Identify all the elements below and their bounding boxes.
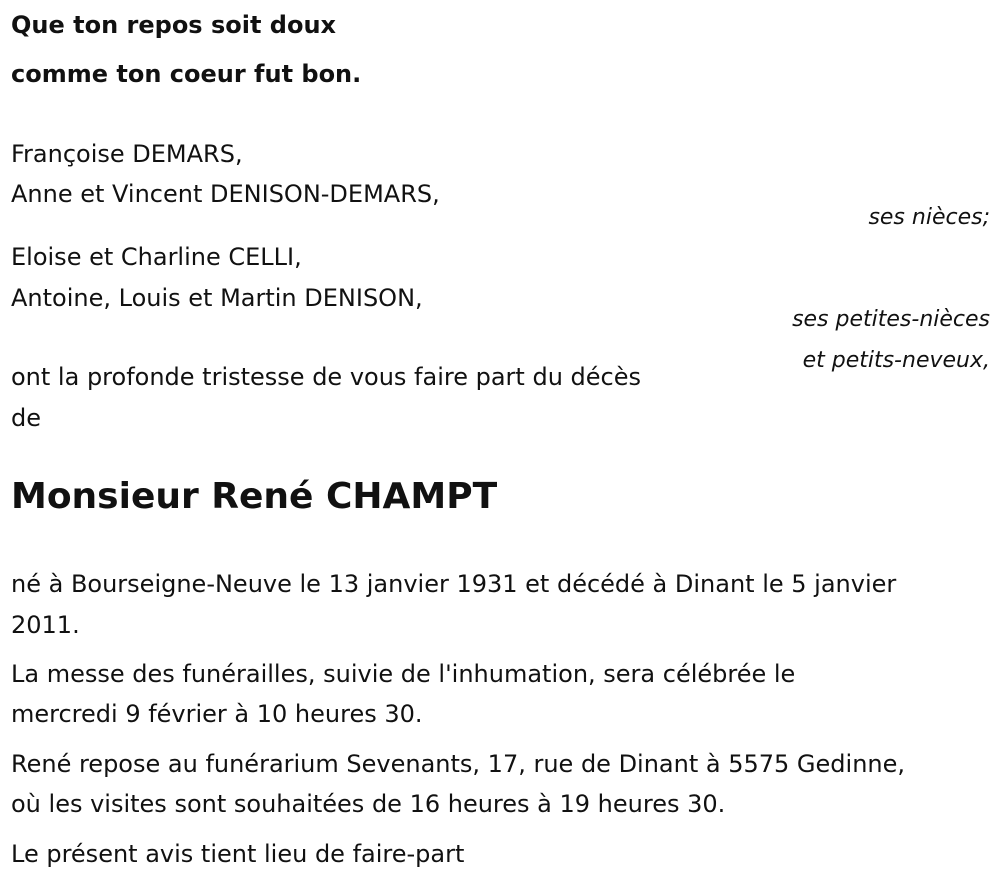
relation-grandnephews: et petits-neveux, [802,348,990,373]
rest-line-1: René repose au funérarium Sevenants, 17, rue de Dinant à 5575 Gedinne, [11,750,906,778]
relation-nieces: ses nièces; [868,205,990,230]
relation-grandnieces: ses petites-nièces [792,307,990,332]
funeral-line-2: mercredi 9 février à 10 heures 30. [11,700,423,728]
verse-line-2: comme ton coeur fut bon. [11,60,362,88]
family-name-4: Antoine, Louis et Martin DENISON, [11,284,423,312]
birth-death-line-1: né à Bourseigne-Neuve le 13 janvier 1931 et décédé à Dinant le 5 janvier [11,570,897,598]
rest-line-2: où les visites sont souhaitées de 16 heures à 19 heures 30. [11,790,726,818]
announcement-line-1: ont la profonde tristesse de vous faire part du décès [11,363,641,391]
announcement-line-2: de [11,404,41,432]
deceased-name: Monsieur René CHAMPT [11,476,498,517]
family-name-2: Anne et Vincent DENISON-DEMARS, [11,180,440,208]
family-name-1: Françoise DEMARS, [11,140,243,168]
funeral-line-1: La messe des funérailles, suivie de l'inhumation, sera célébrée le [11,660,796,688]
verse-line-1: Que ton repos soit doux [11,11,337,39]
birth-death-line-2: 2011. [11,611,80,639]
notice-line: Le présent avis tient lieu de faire-part [11,840,465,868]
family-name-3: Eloise et Charline CELLI, [11,243,302,271]
